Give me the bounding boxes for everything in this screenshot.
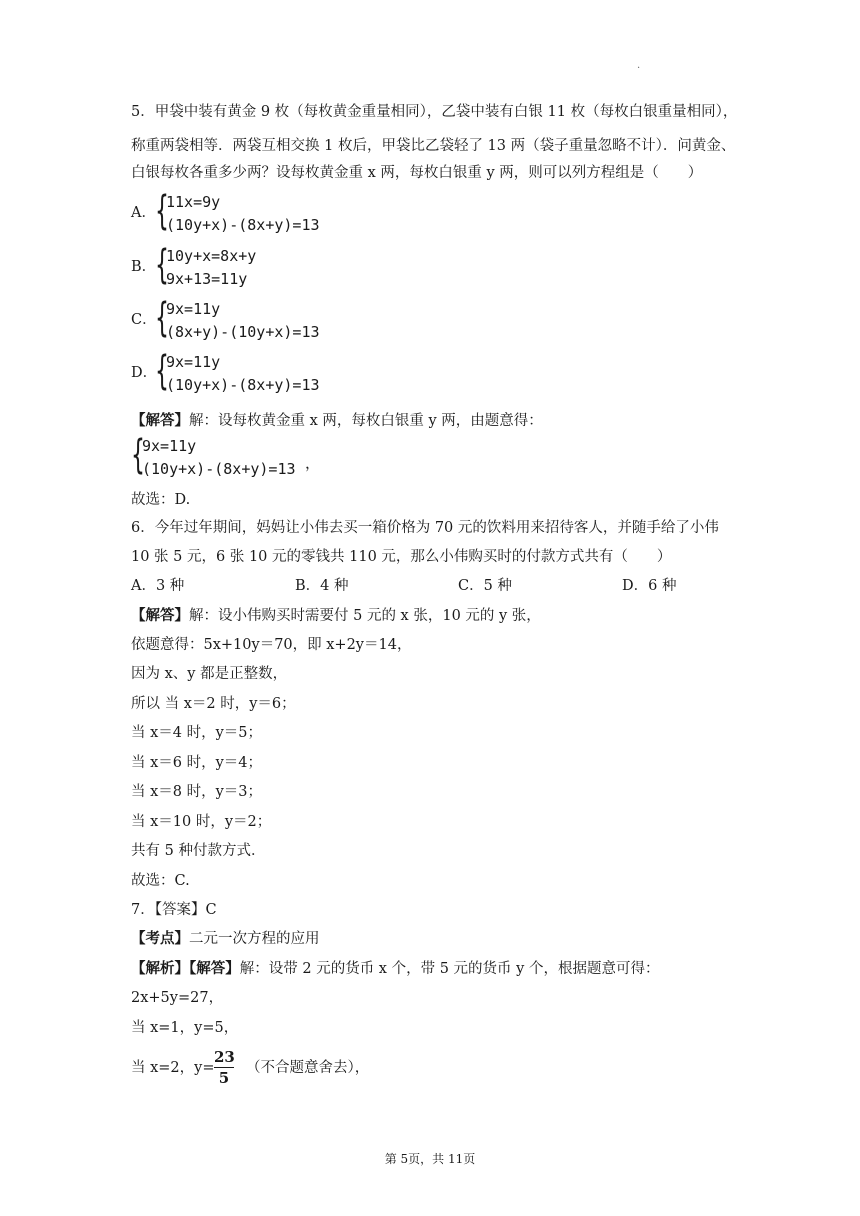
q6-choice-c: C．5 种: [458, 578, 512, 594]
q7-line-case-1: 当 x=1，y=5，: [131, 1020, 239, 1036]
q7-answer-line: 7．【答案】C: [131, 902, 217, 918]
q7-fraction: [214, 1048, 234, 1087]
fraction-bar: [214, 1067, 234, 1068]
q6-choice-a: A．3 种: [131, 578, 185, 594]
q7-kaodian-line: 【考点】二元一次方程的应用: [131, 931, 320, 947]
q6-choose: 故选：C.: [131, 873, 190, 889]
q5-line-3: 白银每枚各重多少两？设每枚黄金重 x 两，每枚白银重 y 两，则可以列方程组是（ ）: [131, 165, 703, 181]
q5-line-2: 称重两袋相等．两袋互相交换 1 枚后，甲袋比乙袋轻了 13 两（袋子重量忽略不计）．问黄金、: [131, 138, 736, 154]
q5-line-1: 5．甲袋中装有黄金 9 枚（每枚黄金重量相同），乙袋中装有白银 11 枚（每枚白银重量相同），: [131, 104, 738, 120]
q7-line-equation: 2x+5y=27，: [131, 990, 224, 1006]
page-footer: 第 5页，共 11页: [384, 1152, 476, 1166]
q6-line-2: 10 张 5 元，6 张 10 元的零钱共 110 元，那么小伟购买时的付款方式共有（ ）: [131, 549, 672, 565]
fraction-denominator: 5: [218, 1069, 230, 1087]
q6-line-case-4: 当 x＝8 时，y＝3；: [131, 784, 263, 800]
q6-answer-line: 【解答】解：设小伟购买时需要付 5 元的 x 张，10 元的 y 张，: [131, 608, 541, 624]
q6-line-equation: 依题意得：5x+10y＝70，即 x+2y＝14，: [131, 637, 412, 653]
q7-line-case-2-suffix: （不合题意舍去），: [246, 1060, 370, 1076]
q6-line-case-5: 当 x＝10 时，y＝2；: [131, 814, 272, 830]
q5-choose: 故选：D.: [131, 492, 191, 508]
q7-line-case-2-prefix: 当 x=2，y=: [131, 1060, 215, 1076]
q6-line-1: 6．今年过年期间，妈妈让小伟去买一箱价格为 70 元的饮料用来招待客人，并随手给了小伟: [131, 520, 719, 536]
q6-line-case-1: 所以 当 x＝2 时，y＝6；: [131, 696, 296, 712]
q6-line-case-2: 当 x＝4 时，y＝5；: [131, 725, 263, 741]
q5-answer-line: 【解答】解：设每枚黄金重 x 两，每枚白银重 y 两，由题意得：: [131, 413, 543, 429]
q6-line-case-3: 当 x＝6 时，y＝4；: [131, 755, 263, 771]
q6-choice-d: D．6 种: [622, 578, 677, 594]
page-dot: .: [637, 60, 641, 71]
fraction-numerator: 23: [214, 1048, 235, 1066]
q6-line-total: 共有 5 种付款方式．: [131, 843, 266, 859]
q6-choice-b: B．4 种: [295, 578, 349, 594]
document-page: . 5．甲袋中装有黄金 9 枚（每枚黄金重量相同），乙袋中装有白银 11 枚（每枚白银重量相同）， 称重两袋相等．两袋互相交换 1 枚后，甲袋比乙袋轻了 13 两（袋子重量忽略不计）．问黄金、 白银每枚各重多少两？设每枚黄金重 x 两，每枚白银重 y 两，则可以列方程组是（ ） A． { 11x=9y (10y+x)-(8x+y)=13 B． { 10y+x=8x+y 9x+13=11y C． { 9x=11y (8x+y)-(10y+x)=13 D． { 9x=11y (10y+x)-(8x+y)=13 【解答】解：设每枚黄金重 x 两，每枚白银重 y 两，由题意得： { 9x=11y (10y+x)-(8x+y)=13 ， 故选：D. 6．今年过年期间，妈妈让小伟去买一箱价格为 70 元的饮料用来招待客人，并随手给了小伟 10 张 5 元，6 张 10 元的零钱共 110 元，那么小伟购买时的付款方式共有（ ） A．3 种 B．4 种 C．5 种 D．6 种 【解答】解：设小伟购买时需要付 5 元的 x 张，10 元的 y 张， 依题意得：5x+10y＝70，即 x+2y＝14， 因为 x、y 都是正整数， 所以 当 x＝2 时，y＝6； 当 x＝4 时，y＝5； 当 x＝6 时，y＝4； 当 x＝8 时，y＝3； 当 x＝10 时，y＝2； 共有 5 种付款方式． 故选：C. 7．【答案】C 【考点】二元一次方程的应用 【解析】【解答】解：设带 2 元的货币 x 个，带 5 元的货币 y 个，根据题意可得： 2x+5y=27， 当 x=1，y=5， 当 x=2，y= 23 5 （不合题意舍去）， 第 5页，共 11页: [0, 0, 860, 1216]
q6-line-positive: 因为 x、y 都是正整数，: [131, 666, 288, 682]
q7-jiexi-line: 【解析】【解答】解：设带 2 元的货币 x 个，带 5 元的货币 y 个，根据题意可得：: [131, 961, 660, 977]
